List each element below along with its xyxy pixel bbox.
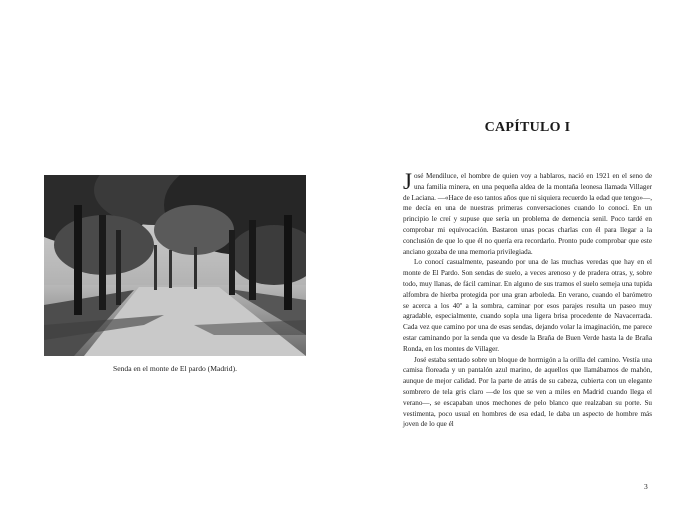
paragraph-3: José estaba sentado sobre un bloque de hormigón a la orilla del camino. Vestía una camisa floreada y un pantalón azul marino, de aquellos que llamábamos de mahón, aunque de mejor calidad. Por la parte de atrás de su cabeza, cubierta con un elegante sombrero de tela gris claro —de los que se ven a miles en Madrid cuando llega el verano—, se escapaban unos mechones de pelo blanco que realzaban su porte. Su vestimenta, poco usual en hombres de esa edad, le daba un aspecto de hombre más joven de lo que él [403,355,652,429]
figure-caption: Senda en el monte de El pardo (Madrid). [113,364,237,373]
chapter-body [403,171,652,430]
paragraph-1-text: osé Mendiluce, el hombre de quien voy a hablaros, nació en 1921 en el seno de una familia minera, en una pequeña aldea de la montaña leonesa llamada Villager de Laciana. —«Hace de eso tantos años que ni siquiera recuerdo la edad que tengo»—, me decía en una de nuestras primeras conversaciones cuando lo conocí. En un principio le creí y supuse que sería un problema de demencia senil. Poco tardé en comprobar mi equivocación. Bastaron unas pocas charlas con él para llegar a la conclusión de que lo que él no quería era recordarlo. Pronto pude comprobar que este anciano gozaba de una memoria privilegiada. [403,172,652,256]
park-path-photo [44,175,306,356]
page-number: 3 [644,482,648,491]
paragraph-1 [403,171,652,257]
drop-cap: J [403,169,412,194]
paragraph-2: Lo conocí casualmente, paseando por una de las muchas veredas que hay en el monte de El Pardo. Son sendas de suelo, a veces arenoso y de pradera otras, y, sobre todo, muy llanas, de fácil caminar. En alguno de sus tramos el suelo semeja una tupida alfombra de hierba protegida por una gran arboleda. En verano, cuando el barómetro se acerca a los 40º a la sombra, caminar por esos parajes resulta un paseo muy agradable, especialmente, cuando sopla una ligera brisa procedente de Navacerrada. Cada vez que camino por una de esas sendas, dejando volar la imaginación, me parece estar caminando por la senda que va desde la Braña de Buen Verde hasta la de Braña Ronda, en los montes de Villager. [403,258,652,353]
chapter-title: CAPÍTULO I [484,120,571,135]
